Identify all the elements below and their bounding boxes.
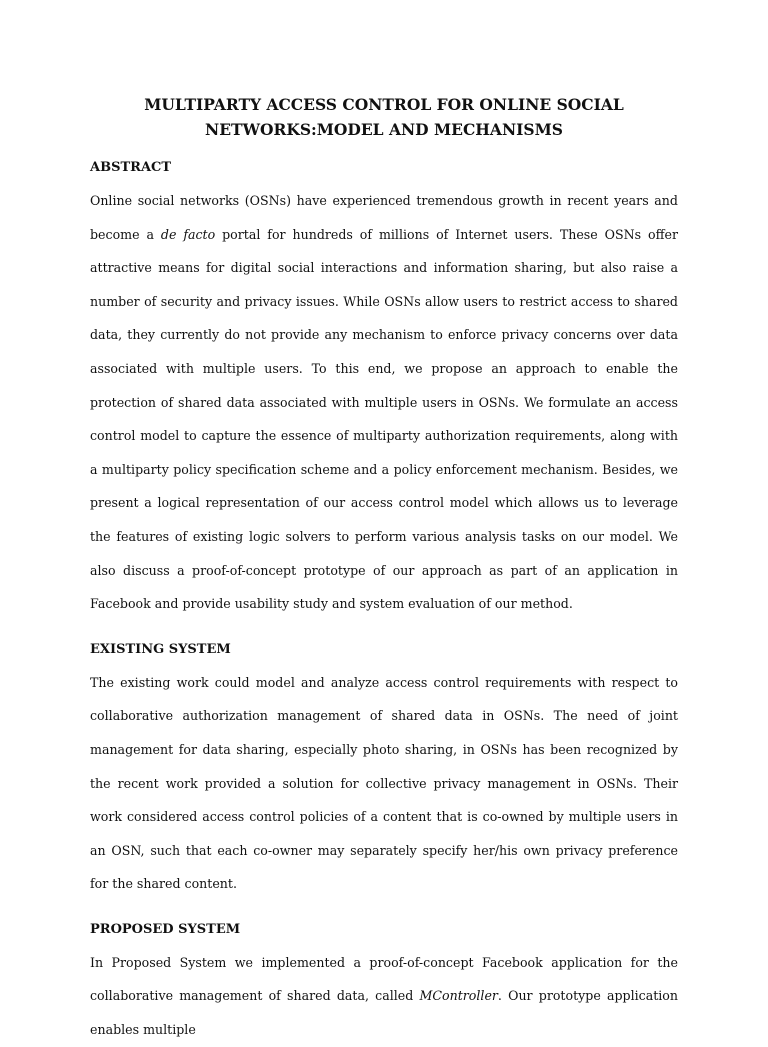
existing-system-text: The existing work could model and analyze access control requirements with respect to collaborative authorization management of shared data in OSNs. The need of joint management for data sharing, especially photo sharing, in OSNs has been recognized by the recent work provided a solution for collective privacy management in OSNs. Their work considered access control policies of a content that is co-owned by multiple users in an OSN, such that each co-owner may separately specify her/his own privacy preference for the shared content. xyxy=(90,674,678,892)
document-title: MULTIPARTY ACCESS CONTROL FOR ONLINE SOCIAL NETWORKS:MODEL AND MECHANISMS xyxy=(144,95,624,139)
abstract-text-2: portal for hundreds of millions of Internet users. These OSNs offer attractive means for digital social interactions and information sharing, but also raise a number of security and privacy issues. While OSNs allow users to restrict access to shared data, they currently do not provide any mechanism to enforce privacy concerns over data associated with multiple users. To this end, we propose an approach to enable the protection of shared data associated with multiple users in OSNs. We formulate an access control model to capture the essence of multiparty authorization requirements, along with a multiparty policy specification scheme and a policy enforcement mechanism. Besides, we present a logical representation of our access control model which allows us to leverage the features of existing logic solvers to perform various analysis tasks on our model. We also discuss a proof-of-concept prototype of our approach as part of an application in Facebook and provide usability study and system evaluation of our method. xyxy=(90,226,678,612)
proposed-system-text-2: . Our prototype application enables multiple xyxy=(90,988,678,1038)
document-page xyxy=(90,92,678,1047)
abstract-italic-de-facto: de facto xyxy=(160,226,216,242)
abstract-section xyxy=(90,158,678,621)
existing-system-paragraph xyxy=(90,666,678,901)
abstract-text-1: Online social networks (OSNs) have experienced tremendous growth in recent years and become a xyxy=(90,193,678,242)
proposed-system-text-1: In Proposed System we implemented a proof-of-concept Facebook application for the collaborative management of shared data, called xyxy=(90,954,678,1004)
proposed-system-heading: PROPOSED SYSTEM xyxy=(90,921,241,937)
proposed-system-section xyxy=(90,920,678,1047)
abstract-paragraph xyxy=(90,184,678,621)
existing-system-heading: EXISTING SYSTEM xyxy=(90,641,231,657)
proposed-system-italic-mcontroller: MController xyxy=(419,988,498,1004)
abstract-heading: ABSTRACT xyxy=(90,160,172,175)
existing-system-section xyxy=(90,640,678,901)
proposed-system-paragraph xyxy=(90,946,678,1047)
